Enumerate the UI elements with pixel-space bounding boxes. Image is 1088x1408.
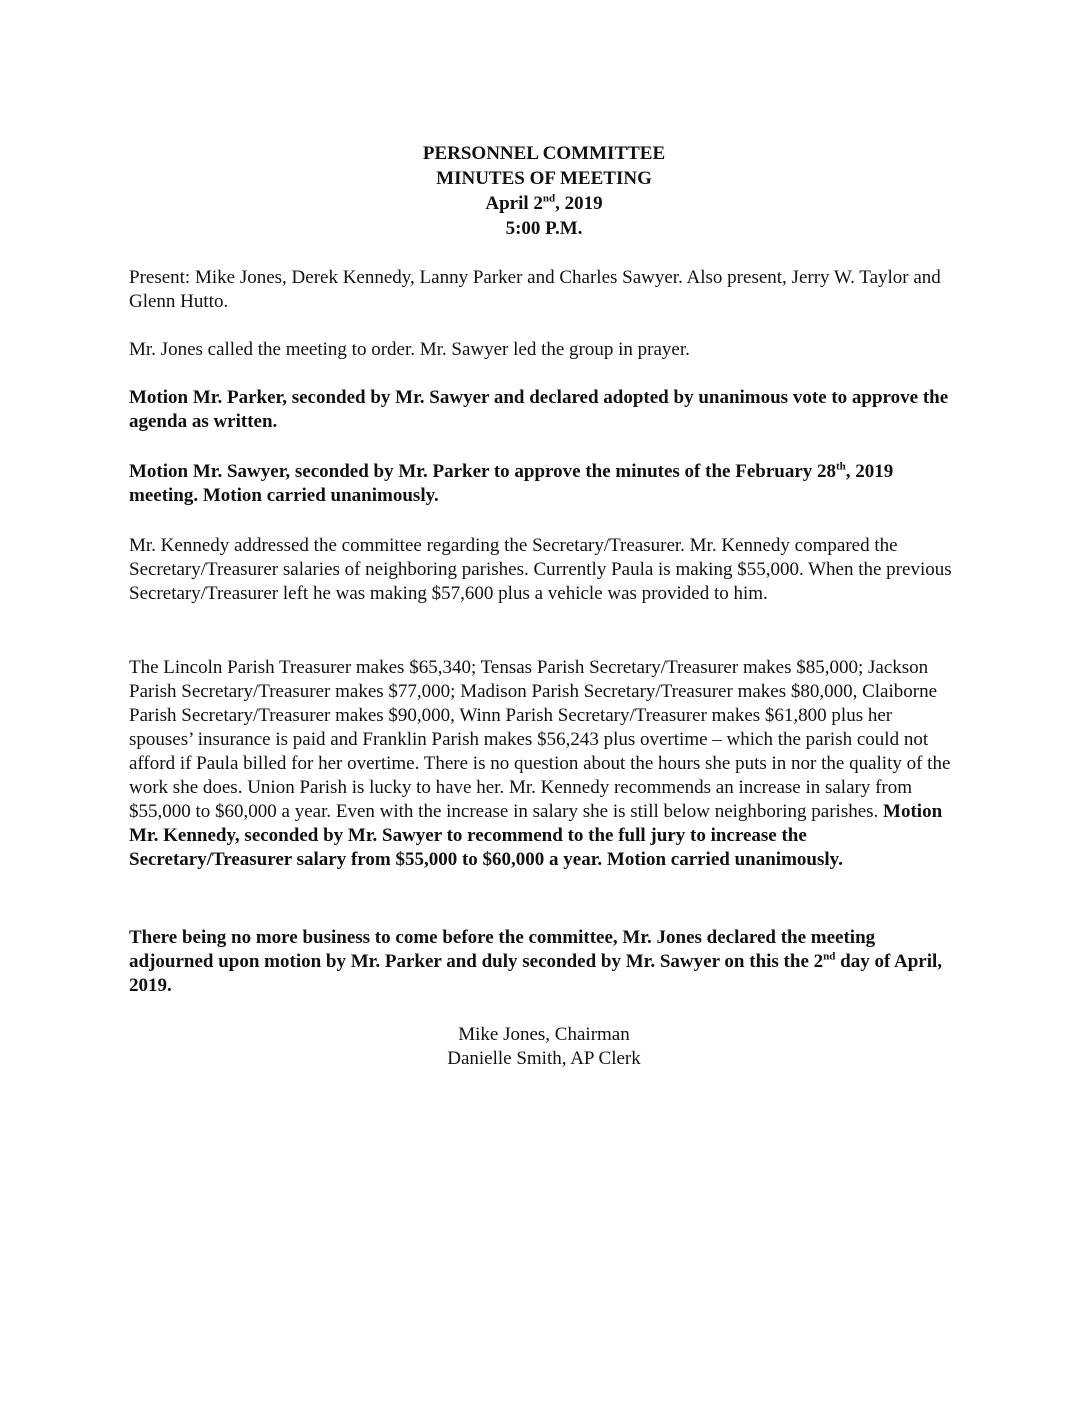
minutes-motion-ordinal: th [836,460,846,473]
signature-block [0,1023,1088,1071]
call-to-order-paragraph: Mr. Jones called the meeting to order. Mr. Sawyer led the group in prayer. [129,339,690,360]
chairman-signature: Mike Jones, Chairman [458,1024,630,1045]
meeting-date-ordinal: nd [542,192,556,205]
salary-discussion-paragraph: Mr. Kennedy addressed the committee regarding the Secretary/Treasurer. Mr. Kennedy compared the Secretary/Treasurer salaries of neighboring parishes. Currently Paula is making $55,000. When the previous Secretary/Treasurer left he was making $57,600 plus a vehicle was provided to him. [129,535,952,604]
minutes-motion-text-end: , 2019 meeting. Motion carried unanimously. [129,461,894,506]
document-title: MINUTES OF MEETING [436,168,652,189]
adjournment-text-end: day of April, 2019. [129,951,943,996]
committee-name: PERSONNEL COMMITTEE [422,143,666,164]
salary-motion-text: Motion Mr. Kennedy, seconded by Mr. Sawyer to recommend to the full jury to increase the Secretary/Treasurer salary from $55,000 to $60,000 a year. Motion carried unanimously. [129,801,943,870]
meeting-time: 5:00 P.M. [505,218,583,239]
document-header [0,141,1088,241]
parish-comparison-paragraph [129,656,959,872]
meeting-date-text: April 2 [485,193,543,214]
adjournment-text: There being no more business to come before the committee, Mr. Jones declared the meeting adjourned upon motion by Mr. Parker and duly seconded by Mr. Sawyer on this the 2 [129,927,876,972]
adjournment-paragraph [129,926,959,998]
attendance-paragraph: Present: Mike Jones, Derek Kennedy, Lanny Parker and Charles Sawyer. Also present, Jerry W. Taylor and Glenn Hutto. [129,267,941,312]
meeting-date-year: , 2019 [555,193,603,214]
clerk-signature: Danielle Smith, AP Clerk [447,1048,641,1069]
meeting-date [0,191,1088,216]
minutes-motion-text: Motion Mr. Sawyer, seconded by Mr. Parker to approve the minutes of the February 28 [129,461,836,482]
adjournment-ordinal: nd [823,950,836,963]
agenda-motion-paragraph: Motion Mr. Parker, seconded by Mr. Sawyer and declared adopted by unanimous vote to approve the agenda as written. [129,387,949,432]
parish-comparison-text: The Lincoln Parish Treasurer makes $65,340; Tensas Parish Secretary/Treasurer makes $85,000; Jackson Parish Secretary/Treasurer makes $77,000; Madison Parish Secretary/Treasurer makes $80,000, Claiborne Parish Secretary/Treasurer makes $90,000, Winn Parish Secretary/Treasurer makes $61,800 plus her spouses’ insurance is paid and Franklin Parish makes $56,243 plus overtime – which the parish could not afford if Paula billed for her overtime. There is no question about the hours she puts in nor the quality of the work she does. Union Parish is lucky to have her. Mr. Kennedy recommends an increase in salary from $55,000 to $60,000 a year. Even with the increase in salary she is still below neighboring parishes. [129,657,951,822]
minutes-motion-paragraph [129,460,959,508]
